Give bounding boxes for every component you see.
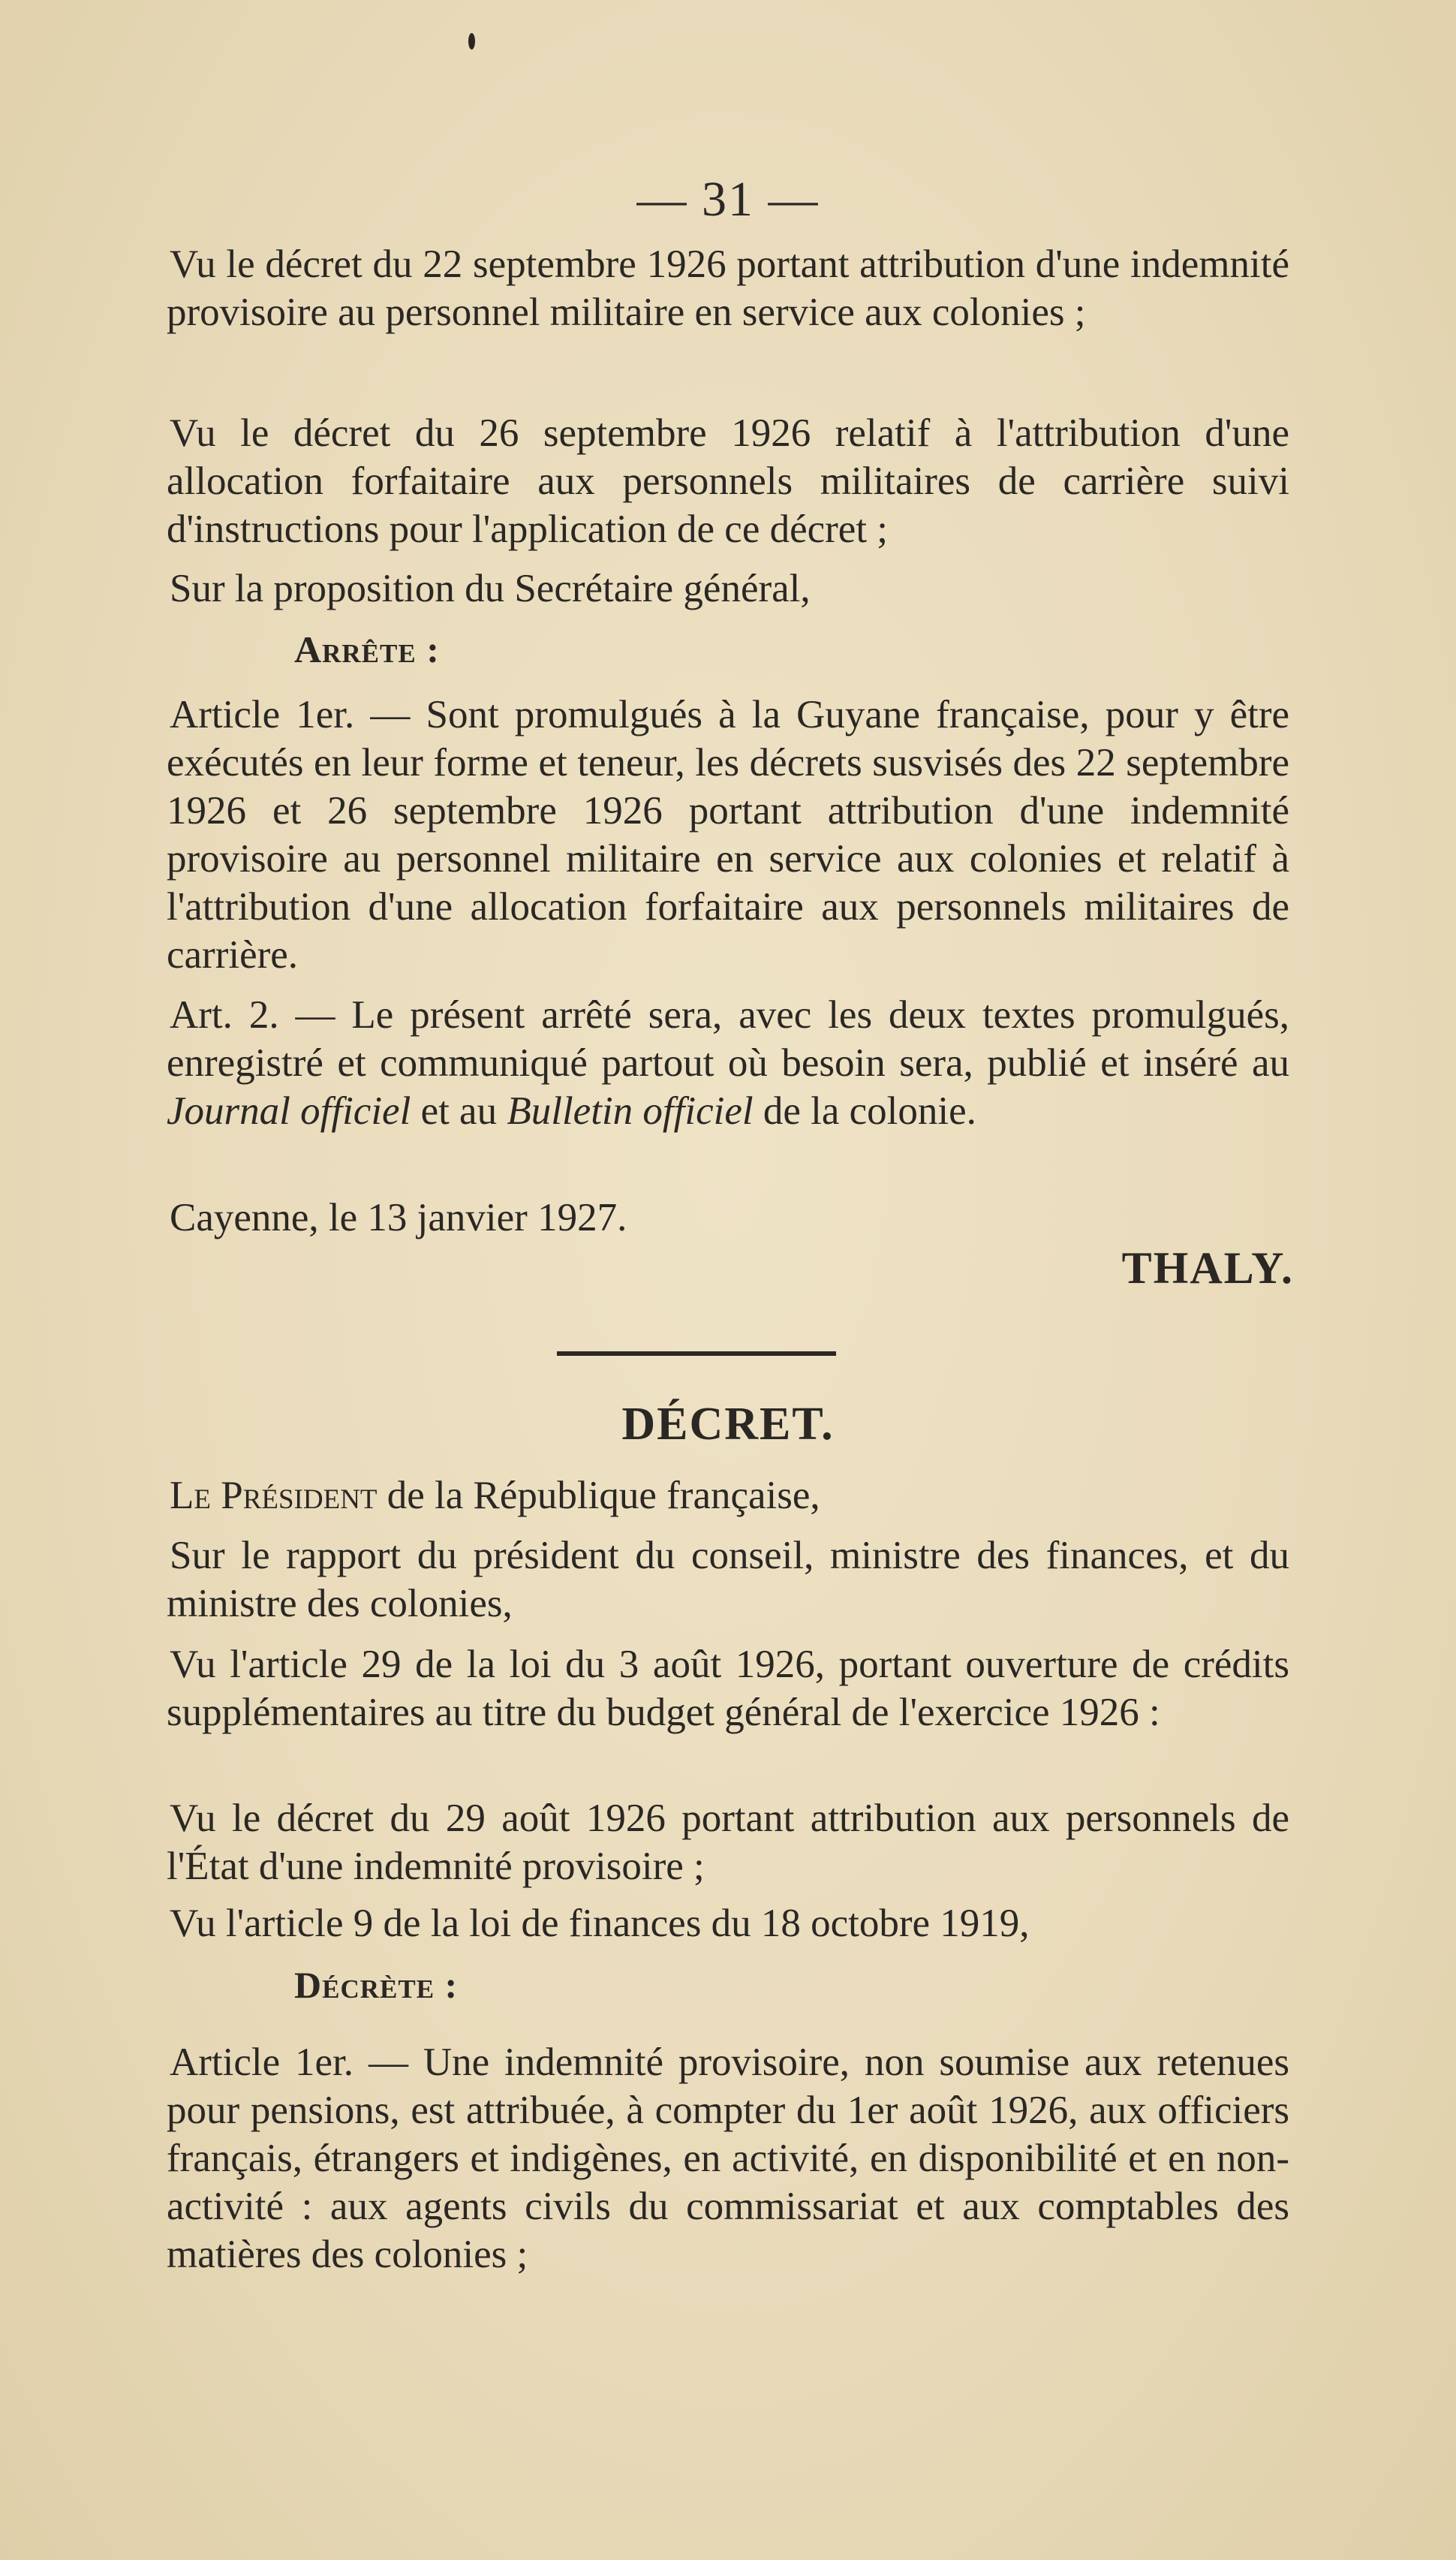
decree-considerant-rapport: Sur le rapport du président du conseil, ministre des finances, et du ministre des colonies, xyxy=(167,1534,1289,1625)
considerant-decree-22-september: Vu le décret du 22 septembre 1926 portant attribution d'une indemnité provisoire au personnel militaire en service aux colonies ; xyxy=(167,242,1289,334)
signature: THALY. xyxy=(1121,1243,1294,1293)
arrete-heading: Arrête : xyxy=(294,628,440,670)
journal-officiel-title: Journal officiel xyxy=(167,1089,411,1133)
ink-speck xyxy=(468,33,475,50)
decree-title: DÉCRET. xyxy=(621,1399,835,1450)
decree-considerant-loi-3-aout: Vu l'article 29 de la loi du 3 août 1926, portant ouverture de crédits supplémentaires au titre du budget général de l'exercice 1926 : xyxy=(167,1643,1289,1734)
decrete-heading: Décrète : xyxy=(294,1964,459,2006)
bulletin-officiel-title: Bulletin officiel xyxy=(507,1089,754,1133)
president-caps: Le Président xyxy=(170,1474,378,1517)
decree-article-1: Article 1er. — Une indemnité provisoire, non soumise aux retenues pour pensions, est attribuée, à compter du 1er août 1926, aux officiers français, étrangers et indigènes, en activité, en disponibilité et en non-activité : aux agents civils du commissariat et aux comptables des matières des colonies ; xyxy=(167,2040,1289,2276)
arrete-article-2 xyxy=(167,991,1289,1135)
article-2-text-middle: et au xyxy=(411,1089,507,1133)
section-divider xyxy=(557,1351,836,1356)
article-2-text-start: Art. 2. — Le présent arrêté sera, avec les deux textes promulgués, enregistré et communiqué partout où besoin sera, publié et inséré au xyxy=(167,993,1289,1085)
considerant-decree-26-september: Vu le décret du 26 septembre 1926 relatif à l'attribution d'une allocation forfaitaire aux personnels militaires de carrière suivi d'instructions pour l'application de ce décret ; xyxy=(167,411,1289,551)
arrete-article-1: Article 1er. — Sont promulgués à la Guyane française, pour y être exécutés en leur forme et teneur, les décrets susvisés des 22 septembre 1926 et 26 septembre 1926 portant attribution d'une indemnité provisoire au personnel militaire en service aux colonies et relatif à l'attribution d'une allocation forfaitaire aux personnels militaires de carrière. xyxy=(167,693,1289,977)
date-line: Cayenne, le 13 janvier 1927. xyxy=(170,1196,627,1239)
preamble-rest: de la République française, xyxy=(377,1474,820,1517)
decree-considerant-decret-29-aout: Vu le décret du 29 août 1926 portant attribution aux personnels de l'État d'une indemnité provisoire ; xyxy=(167,1797,1289,1888)
decree-preamble xyxy=(167,1471,1289,1519)
decree-considerant-loi-finances: Vu l'article 9 de la loi de finances du 18 octobre 1919, xyxy=(170,1902,1030,1945)
page-number: — 31 — xyxy=(636,172,820,227)
considerant-proposition: Sur la proposition du Secrétaire général, xyxy=(170,567,811,610)
article-2-text-end: de la colonie. xyxy=(753,1089,976,1133)
